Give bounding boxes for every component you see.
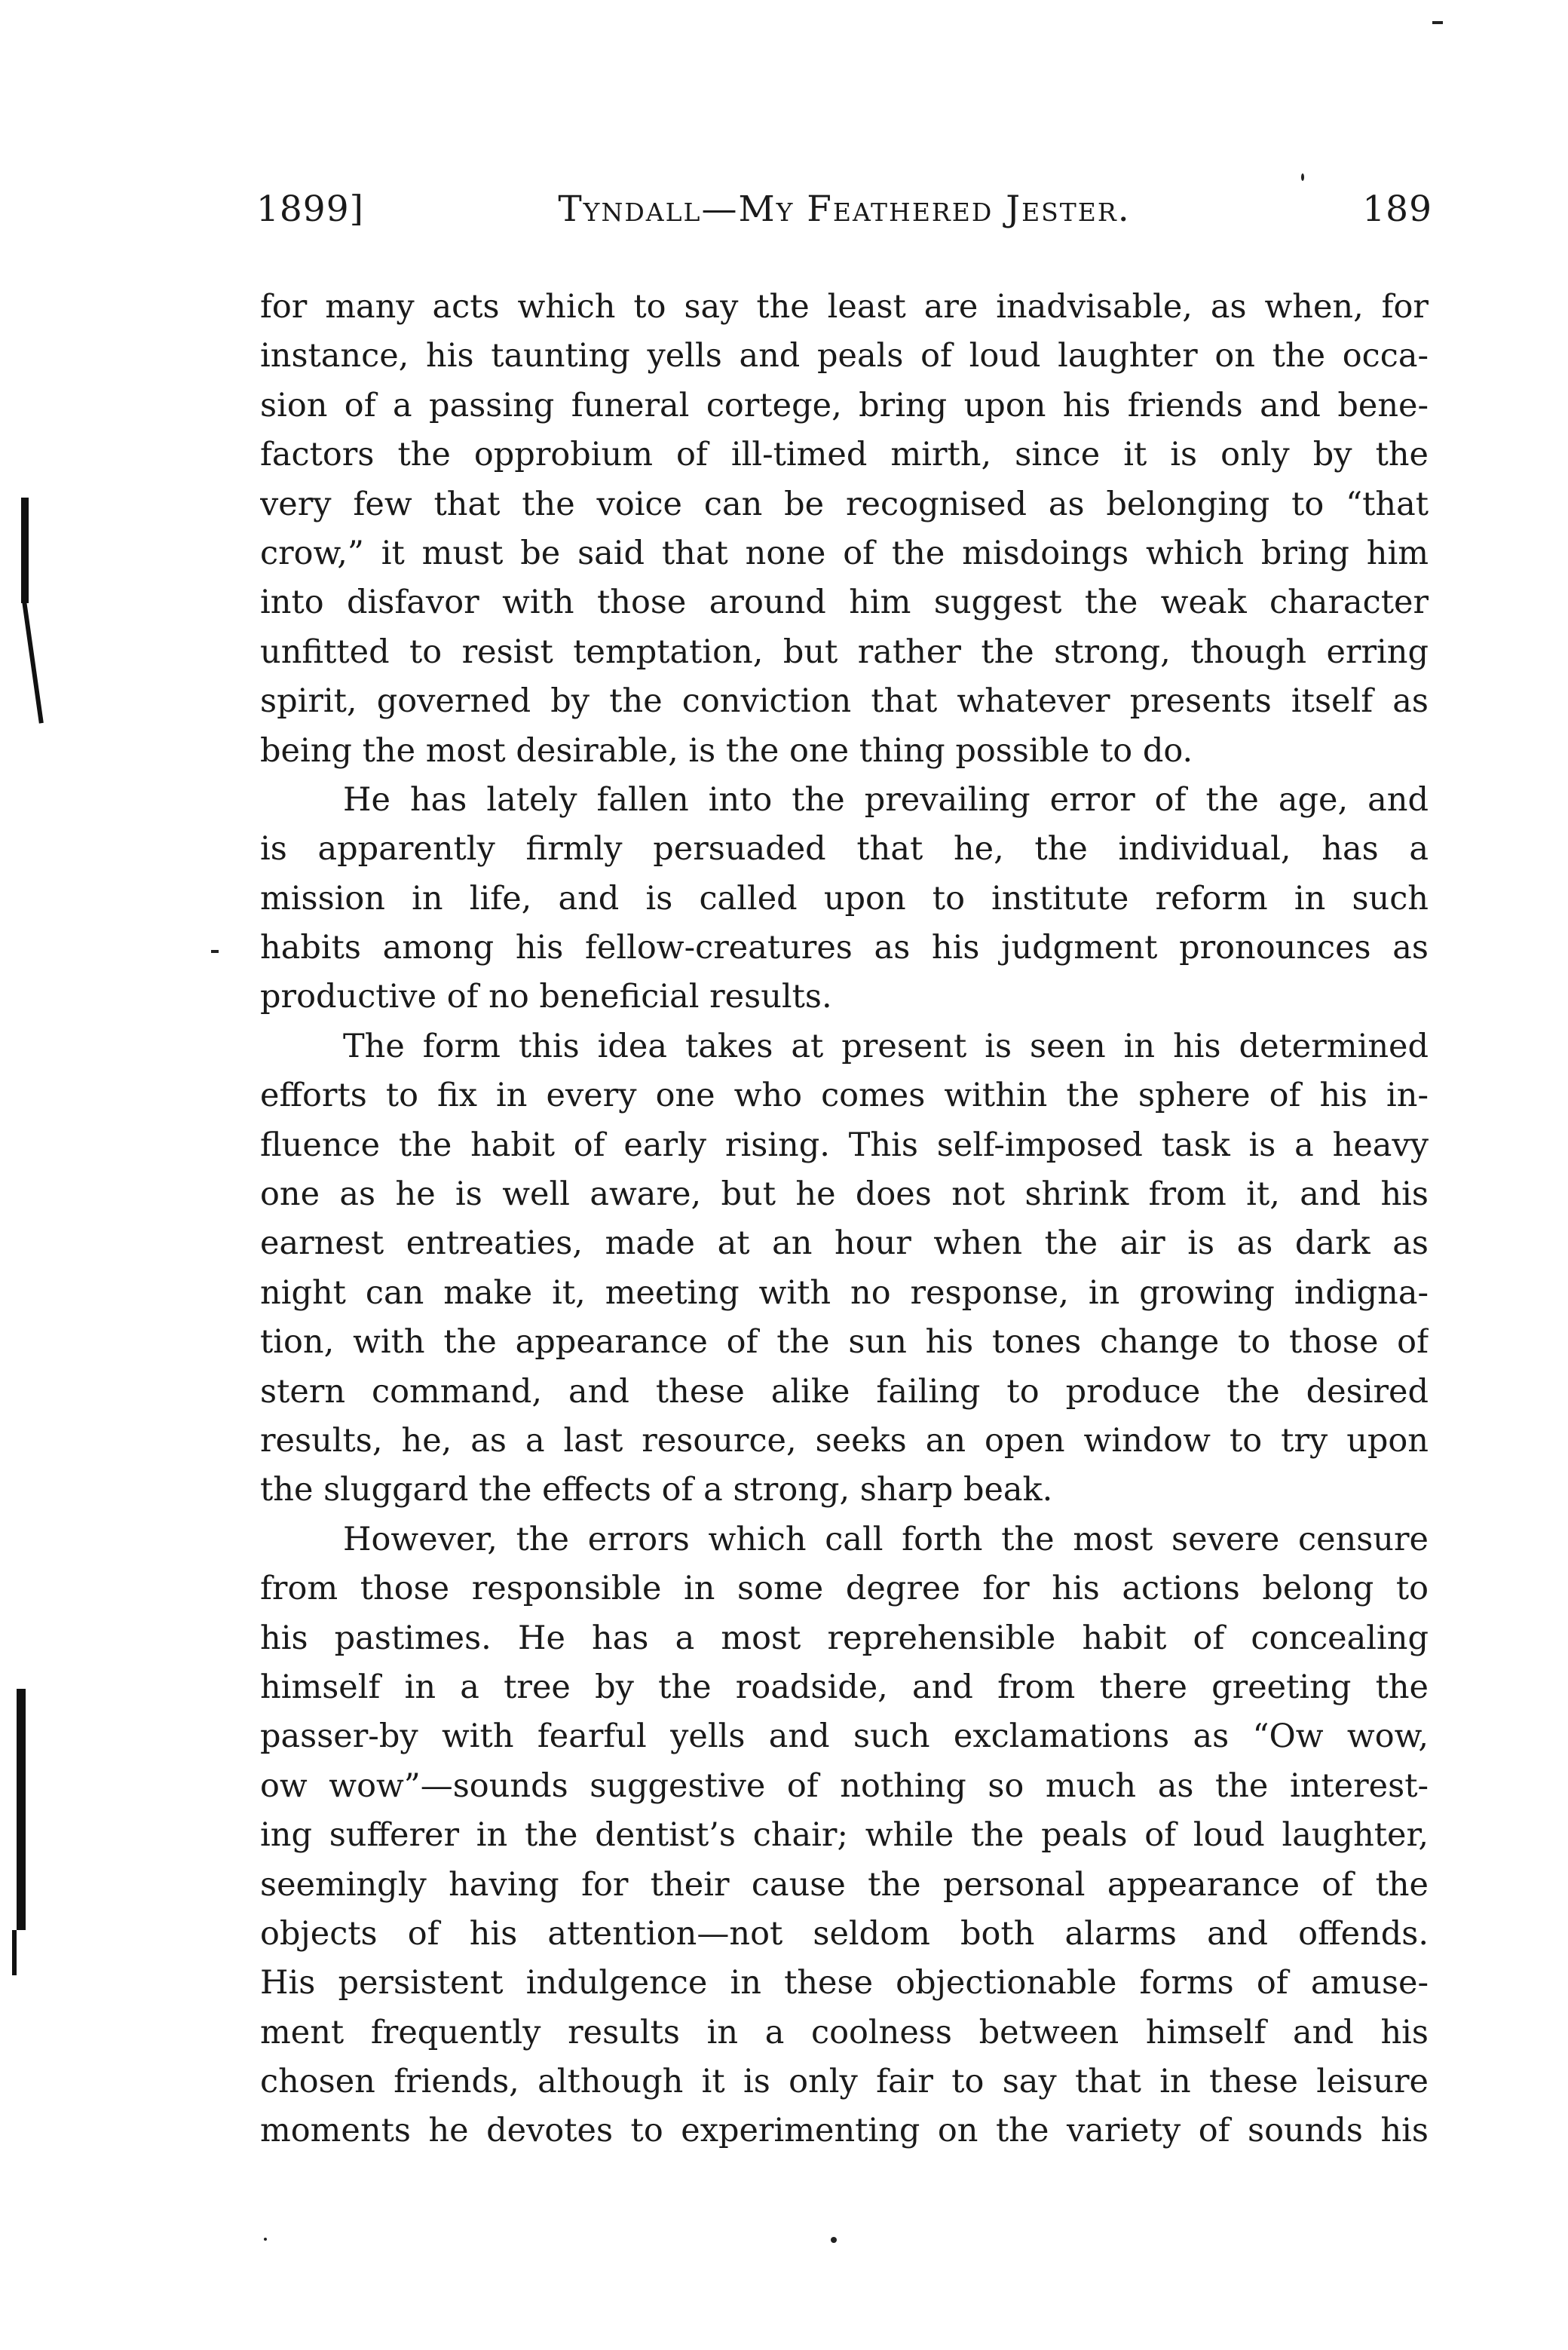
text-line: tion, with the appearance of the sun his tones change to those of — [260, 1323, 1429, 1362]
text-line: productive of no beneficial results. — [260, 978, 832, 1016]
text-line: his pastimes. He has a most reprehensible habit of concealing — [260, 1619, 1429, 1657]
text-line: stern command, and these alike failing to produce the desired — [260, 1372, 1429, 1411]
text-line: seemingly having for their cause the personal appearance of the — [260, 1865, 1429, 1904]
text-line: into disfavor with those around him suggest the weak character — [260, 584, 1429, 622]
text-line: moments he devotes to experimenting on the variety of sounds his — [260, 2112, 1429, 2150]
paragraph-first-line: He has lately fallen into the prevailing error of the age, and — [343, 780, 1429, 819]
text-line: factors the opprobium of ill-timed mirth, since it is only by the — [260, 436, 1429, 474]
text-line: ing sufferer in the dentist’s chair; while the peals of loud laughter, — [260, 1816, 1429, 1855]
scan-binding-mark-lower — [12, 1930, 17, 1975]
text-line: efforts to fix in every one who comes within the sphere of his in- — [260, 1077, 1429, 1115]
text-line: being the most desirable, is the one thing possible to do. — [260, 731, 1193, 770]
running-head — [256, 188, 1432, 241]
text-line: habits among his fellow-creatures as his judgment pronounces as — [260, 929, 1429, 967]
text-line: ow wow”—sounds suggestive of nothing so much as the interest- — [260, 1766, 1429, 1805]
text-line: one as he is well aware, but he does not shrink from it, and his — [260, 1175, 1429, 1214]
running-head-title: Tyndall—My Feathered Jester. — [558, 188, 1131, 230]
scan-speck — [264, 2238, 267, 2241]
text-line: passer-by with fearful yells and such exclamations as “Ow wow, — [260, 1717, 1429, 1756]
text-line: crow,” it must be said that none of the misdoings which bring him — [260, 534, 1429, 572]
text-line: from those responsible in some degree for his actions belong to — [260, 1570, 1429, 1608]
text-line: earnest entreaties, made at an hour when the air is as dark as — [260, 1224, 1429, 1263]
text-line: fluence the habit of early rising. This self-imposed task is a heavy — [260, 1126, 1429, 1164]
body-text — [260, 283, 1429, 2156]
paragraph-first-line: The form this idea takes at present is seen in his determined — [343, 1027, 1429, 1065]
text-line: night can make it, meeting with no response, in growing indigna- — [260, 1273, 1429, 1312]
scan-speck — [831, 2237, 837, 2243]
text-line: for many acts which to say the least are inadvisable, as when, for — [260, 288, 1429, 326]
scan-binding-mark-upper — [21, 498, 29, 603]
text-line: himself in a tree by the roadside, and from there greeting the — [260, 1668, 1429, 1706]
text-line: chosen friends, although it is only fair to say that in these leisure — [260, 2063, 1429, 2101]
text-line: very few that the voice can be recognised as belonging to “that — [260, 485, 1429, 523]
text-line: results, he, as a last resource, seeks an open window to try upon — [260, 1421, 1429, 1460]
text-line: instance, his taunting yells and peals of loud laughter on the occa- — [260, 337, 1429, 375]
scan-speck — [211, 950, 219, 953]
text-line: unfitted to resist temptation, but rather the strong, though erring — [260, 633, 1429, 671]
text-line: is apparently firmly persuaded that he, the individual, has a — [260, 830, 1429, 869]
scan-speck — [1432, 21, 1443, 24]
scan-binding-mark-lower — [17, 1689, 26, 1930]
text-line: His persistent indulgence in these objectionable forms of amuse- — [260, 1964, 1429, 2002]
scan-binding-mark-upper — [21, 596, 44, 723]
text-line: ment frequently results in a coolness between himself and his — [260, 2013, 1429, 2051]
text-line: mission in life, and is called upon to institute reform in such — [260, 879, 1429, 918]
page-number: 189 — [1362, 188, 1432, 230]
text-line: objects of his attention—not seldom both alarms and offends. — [260, 1914, 1429, 1953]
running-head-year: 1899] — [256, 188, 364, 230]
paragraph-first-line: However, the errors which call forth the most severe censure — [343, 1520, 1429, 1558]
text-line: the sluggard the effects of a strong, sharp beak. — [260, 1471, 1053, 1509]
text-line: sion of a passing funeral cortege, bring upon his friends and bene- — [260, 386, 1429, 424]
text-line: spirit, governed by the conviction that whatever presents itself as — [260, 682, 1429, 721]
scan-speck — [1301, 173, 1304, 181]
